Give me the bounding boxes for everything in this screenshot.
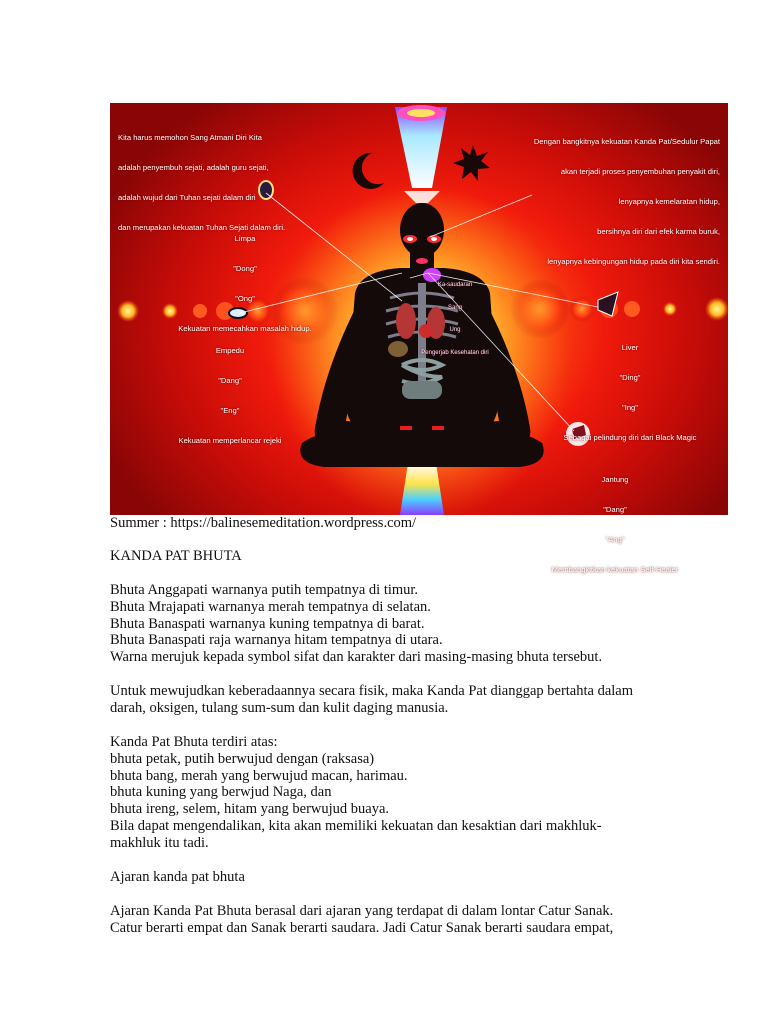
figure-text-line: lenyapnya kemelaratan hidup, <box>618 197 720 206</box>
text-line: Ajaran Kanda Pat Bhuta berasal dari ajaran yang terdapat di dalam lontar Catur Sanak. <box>110 903 614 919</box>
paragraph-bhuta-colors <box>110 582 670 666</box>
figure-text-line: Sebagai pelindung diri dari Black Magic <box>563 433 697 442</box>
figure-text-line: bersihnya diri dari efek karma buruk, <box>597 227 720 236</box>
figure-source-caption: Summer : https://balinesemeditation.wordpress.com/ <box>110 515 417 531</box>
figure-text-line: Ka-saudaran <box>437 282 473 288</box>
figure-text-line: "Ing" <box>622 403 638 412</box>
figure-text-line: adalah penyembuh sejati, adalah guru sejati, <box>118 163 269 172</box>
text-line: Warna merujuk kepada symbol sifat dan karakter dari masing-masing bhuta tersebut. <box>110 649 603 666</box>
text-line: Kanda Pat Bhuta terdiri atas: <box>110 734 278 750</box>
figure-text-line: Pengerjab Kesehatan diri <box>421 349 489 356</box>
figure-text-line: Kekuatan memperlancar rejeki <box>178 436 282 445</box>
figure-text-line: Liver <box>621 343 639 352</box>
figure-text-line: Empedu <box>215 346 245 355</box>
text-line: Bhuta Banaspati warnanya kuning tempatnya di barat. <box>110 615 425 632</box>
text-line: Bhuta Mrajapati warnanya merah tempatnya di selatan. <box>110 598 431 615</box>
figure-text-line: Limpa <box>234 234 256 243</box>
figure-label-jantung <box>530 455 700 595</box>
figure-text-line: dan merupakan kekuatan Tuhan Sejati dalam diri. <box>118 223 286 232</box>
figure-label-center <box>410 267 500 372</box>
figure-text-line: Ung <box>449 327 461 333</box>
figure-text-line: Jantung <box>601 475 629 484</box>
subheading <box>110 869 670 886</box>
figure-text-line: Sang <box>447 304 462 311</box>
figure-text-line: Kekuatan memecahkan masalah hidup. <box>178 324 312 333</box>
text-line: bhuta bang, merah yang berwujud macan, harimau. <box>110 767 408 784</box>
text-line: Catur berarti empat dan Sanak berarti saudara. Jadi Catur Sanak berarti saudara empat, <box>110 919 614 936</box>
text-line: makhluk itu tadi. <box>110 834 209 851</box>
figure-text-line: "Eng" <box>220 406 240 415</box>
figure-text-line: "Ong" <box>235 294 255 303</box>
figure-text-line: "Ding" <box>619 373 641 382</box>
text-line: Untuk mewujudkan keberadaannya secara fisik, maka Kanda Pat dianggap bertahta dalam <box>110 683 634 699</box>
text-line: bhuta ireng, selem, hitam yang berwujud buaya. <box>110 801 390 818</box>
text-line: bhuta petak, putih berwujud dengan (raksasa) <box>110 750 375 767</box>
figure-text-line: akan terjadi proses penyembuhan penyakit diri, <box>560 167 720 176</box>
figure-text-line: "Dang" <box>218 376 242 385</box>
figure-text-top-right <box>534 117 720 287</box>
figure-text-line: Kita harus memohon Sang Atmani Diri Kita <box>118 133 262 142</box>
text-line: Bila dapat mengendalikan, kita akan memiliki kekuatan dan kesaktian dari makhluk- <box>110 817 602 834</box>
figure-text-line: Membangkitkan kekuatan Self-Healer <box>551 565 679 574</box>
figure-label-liver <box>535 323 725 463</box>
text-line: Bhuta Banaspati raja warnanya hitam tempatnya di utara. <box>110 632 443 649</box>
subheading-text: Ajaran kanda pat bhuta <box>110 869 245 885</box>
figure-text-line: "Ang" <box>605 535 625 544</box>
heading-text: KANDA PAT BHUTA <box>110 548 242 564</box>
figure-text-line: lenyapnya kebingungan hidup pada diri kita sendiri. <box>547 257 720 266</box>
text-line: Bhuta Anggapati warnanya putih tempatnya di timur. <box>110 582 419 598</box>
paragraph-physical-form <box>110 683 670 717</box>
text-line: bhuta kuning yang berwjud Naga, dan <box>110 784 332 801</box>
paragraph-ajaran <box>110 903 670 937</box>
section-heading <box>110 548 670 565</box>
paragraph-bhuta-list <box>110 734 670 852</box>
figure-text-line: "Dong" <box>233 264 257 273</box>
figure-text-line: adalah wujud dari Tuhan sejati dalam diri <box>118 193 256 202</box>
figure-text-line: "Dang" <box>603 505 627 514</box>
figure-label-empedu <box>150 326 310 466</box>
text-line: darah, oksigen, tulang sum-sum dan kulit daging manusia. <box>110 699 449 716</box>
figure-text-line: Dengan bangkitnya kekuatan Kanda Pat/Sedulur Papat <box>533 137 720 146</box>
